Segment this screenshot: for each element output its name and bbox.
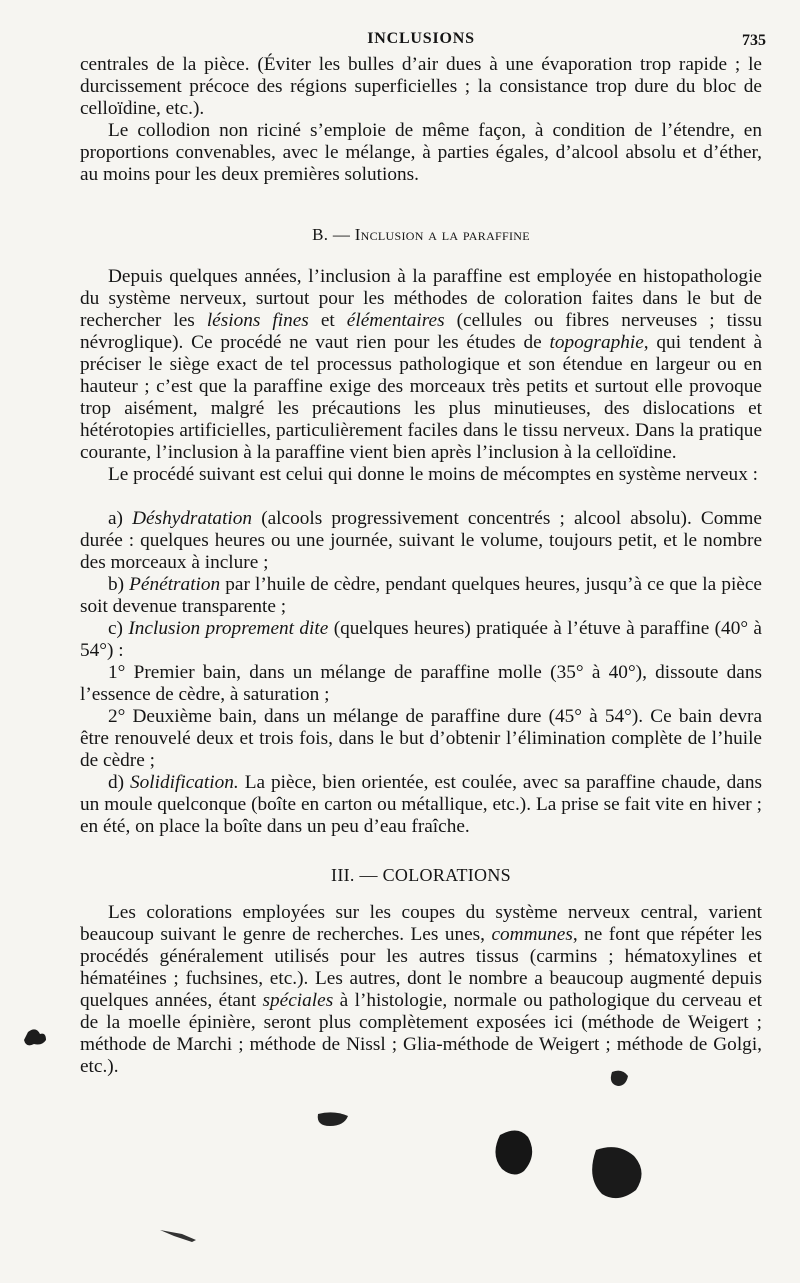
text-run: à l’histologie, normale ou pathologique du cerveau et de la moelle épinière, seront plus complètement exposées ici (méthode de Weigert ; méthode de Marchi ; méthode de Nissl ; Glia-méthode de Weigert ; méthode de Golgi, etc.). [80,990,762,1077]
section-iii-heading: III. — COLORATIONS [331,865,511,885]
step-d-title: Solidification. [130,772,239,793]
text-run: , ne font que répéter les procédés généralement utilisés pour les autres tissus (carmins ; hématoxylines et hématéines ; fuchsines, etc.). Les autres, dont le nombre a beaucoup augmenté depuis quelques années, étant [80,924,763,1011]
step-c-bath-1: 1° Premier bain, dans un mélange de paraffine molle (35° à 40°), dissoute dans l’essence de cèdre, à saturation ; [80,662,762,705]
text-run: Depuis quelques années, l’inclusion à la paraffine est employée en histopathologie du système nerveux, surtout pour les méthodes de coloration faites dans le but de rechercher les [80,266,762,331]
text-run: , qui tendent à préciser le siège exact de tel processus pathologique et son étendue en largeur ou en hauteur ; c’est que la paraffine exige des morceaux très petits et surtout elle provoque trop aisément, malgré les précautions les plus minutieuses, des dislocations et hétérotopies artificielles, particulièrement faciles dans le tissu nerveux. Dans la pratique courante, l’inclusion à la paraffine vient bien après l’inclusion à la celloïdine. [80,332,762,463]
ink-blot-center [495,1130,532,1174]
paragraph-continuation: centrales de la pièce. (Éviter les bulles d’air dues à une évaporation trop rapide ; le durcissement précoce des régions superficielles ; la consistance trop dure du bloc de celloïdine, etc.). [80,54,762,119]
ink-trace [160,1230,196,1242]
emphasis-lesions-fines: lésions fines [206,310,309,331]
paragraph-paraffine-intro [80,266,762,464]
page-body [80,54,762,1078]
step-d-text: La pièce, bien orientée, est coulée, avec sa paraffine chaude, dans un moule quelconque (boîte en carton ou métallique, etc.). La prise se fait vite en hiver ; en été, on place la boîte dans un peu d’eau fraîche. [80,772,762,837]
ink-blot-right [592,1147,641,1198]
step-c-label: c) [108,618,129,639]
step-c-title: Inclusion proprement dite [128,618,329,639]
step-b-text: par l’huile de cèdre, pendant quelques heures, jusqu’à ce que la pièce soit devenue transparente ; [80,574,762,617]
text-run: Les colorations employées sur les coupes du système nerveux central, varient beaucoup suivant le genre de recherches. Les unes, [80,902,762,945]
step-d-label: d) [108,772,131,793]
running-title: INCLUSIONS [367,30,475,47]
step-b-title: Pénétration [129,574,221,595]
page-number: 735 [742,32,766,49]
section-b-heading [80,224,762,246]
step-d [80,772,762,838]
step-b-label: b) [108,574,130,595]
paragraph-colorations [80,902,762,1078]
step-b [80,574,762,618]
step-a-text: (alcools progressivement concentrés ; alcool absolu). Comme durée : quelques heures ou une journée, suivant le volume, toujours petit, et le nombre des morceaux à inclure ; [80,508,762,573]
ink-smudge [318,1112,348,1126]
paragraph-collodion: Le collodion non riciné s’emploie de même façon, à condition de l’étendre, en proportions convenables, avec le mélange, à parties égales, d’alcool absolu et d’éther, au moins pour les deux premières solutions. [80,120,762,185]
ink-blot-margin [24,1029,46,1045]
section-b-title: Inclusion a la paraffine [354,225,530,244]
blank-line [80,486,762,508]
step-a [80,508,762,574]
step-c-bath-2: 2° Deuxième bain, dans un mélange de paraffine dure (45° à 54°). Ce bain devra être renouvelé deux et trois fois, dans le but d’obtenir l’élimination complète de l’huile de cèdre ; [80,706,762,771]
section-b-prefix: B. — [312,225,355,244]
step-c [80,618,762,662]
text-run: (cellules ou fibres nerveuses ; tissu névroglique). Ce procédé ne vaut rien pour les études de [80,310,763,353]
emphasis-elementaires: élémentaires [346,310,445,331]
step-a-title: Déshydratation [132,508,253,529]
running-header [80,24,766,54]
emphasis-speciales: spéciales [262,990,334,1011]
text-run: et [308,310,347,331]
emphasis-communes: communes [491,924,573,945]
step-c-text: (quelques heures) pratiquée à l’étuve à paraffine (40° à 54°) : [80,618,762,661]
emphasis-topographie: topographie [549,332,644,353]
paragraph-procede: Le procédé suivant est celui qui donne le moins de mécomptes en système nerveux : [108,464,759,485]
step-a-label: a) [108,508,133,529]
